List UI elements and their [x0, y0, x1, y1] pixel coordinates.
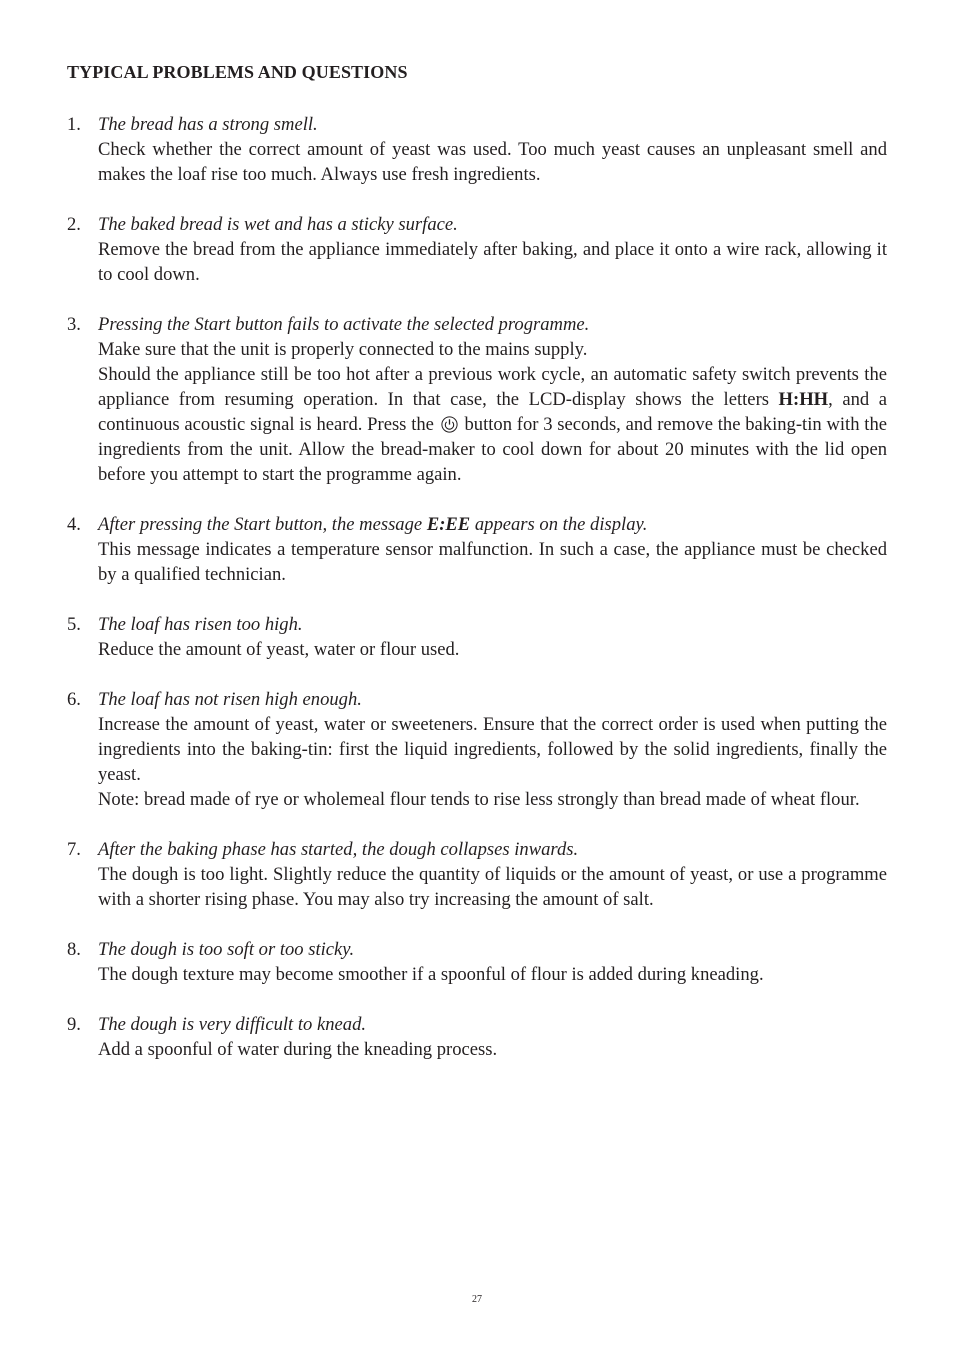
- item-number: 9.: [67, 1014, 81, 1035]
- item-number: 3.: [67, 314, 81, 335]
- list-item-2: [67, 212, 887, 287]
- answer: The dough is too light. Slightly reduce the quantity of liquids or the amount of yeast, or use a programme with a shorter rising phase. You may also try increasing the amount of salt.: [98, 864, 887, 910]
- answer: Check whether the correct amount of yeast was used. Too much yeast causes an unpleasant smell and makes the loaf rise too much. Always use fresh ingredients.: [98, 139, 887, 185]
- answer-text: Should the appliance still be too hot after a previous work cycle, an automatic safety switch prevents the appliance from resuming operation. In that case, the LCD-display shows the letters: [98, 364, 887, 410]
- list-item-5: [67, 612, 887, 662]
- list-item-6: [67, 687, 887, 812]
- item-number: 8.: [67, 939, 81, 960]
- list-item-4: [67, 512, 887, 587]
- display-code-eee: E:EE: [426, 514, 471, 535]
- question: [98, 512, 887, 537]
- list-item-1: [67, 112, 887, 187]
- item-number: 1.: [67, 114, 81, 135]
- item-number: 5.: [67, 614, 81, 635]
- answer: Reduce the amount of yeast, water or flour used.: [98, 639, 460, 660]
- note: Note: bread made of rye or wholemeal flour tends to rise less strongly than bread made of wheat flour.: [98, 789, 860, 810]
- page-title: TYPICAL PROBLEMS AND QUESTIONS: [67, 62, 408, 82]
- answer: Add a spoonful of water during the kneading process.: [98, 1039, 498, 1060]
- question-text: After pressing the Start button, the message: [98, 514, 427, 535]
- question: The baked bread is wet and has a sticky surface.: [98, 214, 458, 235]
- answer: [98, 362, 887, 487]
- list-item-9: [67, 1012, 887, 1062]
- list-item-8: [67, 937, 887, 987]
- answer-line: Make sure that the unit is properly connected to the mains supply.: [98, 339, 588, 360]
- question: The loaf has not risen high enough.: [98, 689, 362, 710]
- list-item-3: [67, 312, 887, 487]
- problem-list: [67, 112, 887, 1087]
- question: The dough is too soft or too sticky.: [98, 939, 355, 960]
- answer: The dough texture may become smoother if a spoonful of flour is added during kneading.: [98, 964, 764, 985]
- answer: Increase the amount of yeast, water or sweeteners. Ensure that the correct order is used when putting the ingredients into the baking-tin: first the liquid ingredients, followed by the solid ingredients, finally the yeast.: [98, 714, 887, 785]
- power-icon: [441, 416, 458, 433]
- item-number: 4.: [67, 514, 81, 535]
- question: The bread has a strong smell.: [98, 114, 318, 135]
- list-item-7: [67, 837, 887, 912]
- item-number: 2.: [67, 214, 81, 235]
- display-code-hhh: H:HH: [778, 389, 829, 410]
- question: The loaf has risen too high.: [98, 614, 303, 635]
- question: The dough is very difficult to knead.: [98, 1014, 367, 1035]
- question-text: appears on the display.: [470, 514, 648, 535]
- question: After the baking phase has started, the dough collapses inwards.: [98, 839, 579, 860]
- page-number: 27: [472, 1294, 482, 1305]
- question: Pressing the Start button fails to activate the selected programme.: [98, 314, 590, 335]
- answer-text: button for 3 seconds, and remove the baking-tin with the ingredients from the unit. Allow the bread-maker to cool down for about 20 minutes with the lid open before you attempt to start the programme again.: [98, 414, 888, 485]
- answer: Remove the bread from the appliance immediately after baking, and place it onto a wire rack, allowing it to cool down.: [98, 239, 887, 285]
- item-number: 7.: [67, 839, 81, 860]
- item-number: 6.: [67, 689, 81, 710]
- answer: This message indicates a temperature sensor malfunction. In such a case, the appliance must be checked by a qualified technician.: [98, 539, 887, 585]
- answer-text: , and a continuous acoustic signal is heard. Press the: [98, 389, 887, 435]
